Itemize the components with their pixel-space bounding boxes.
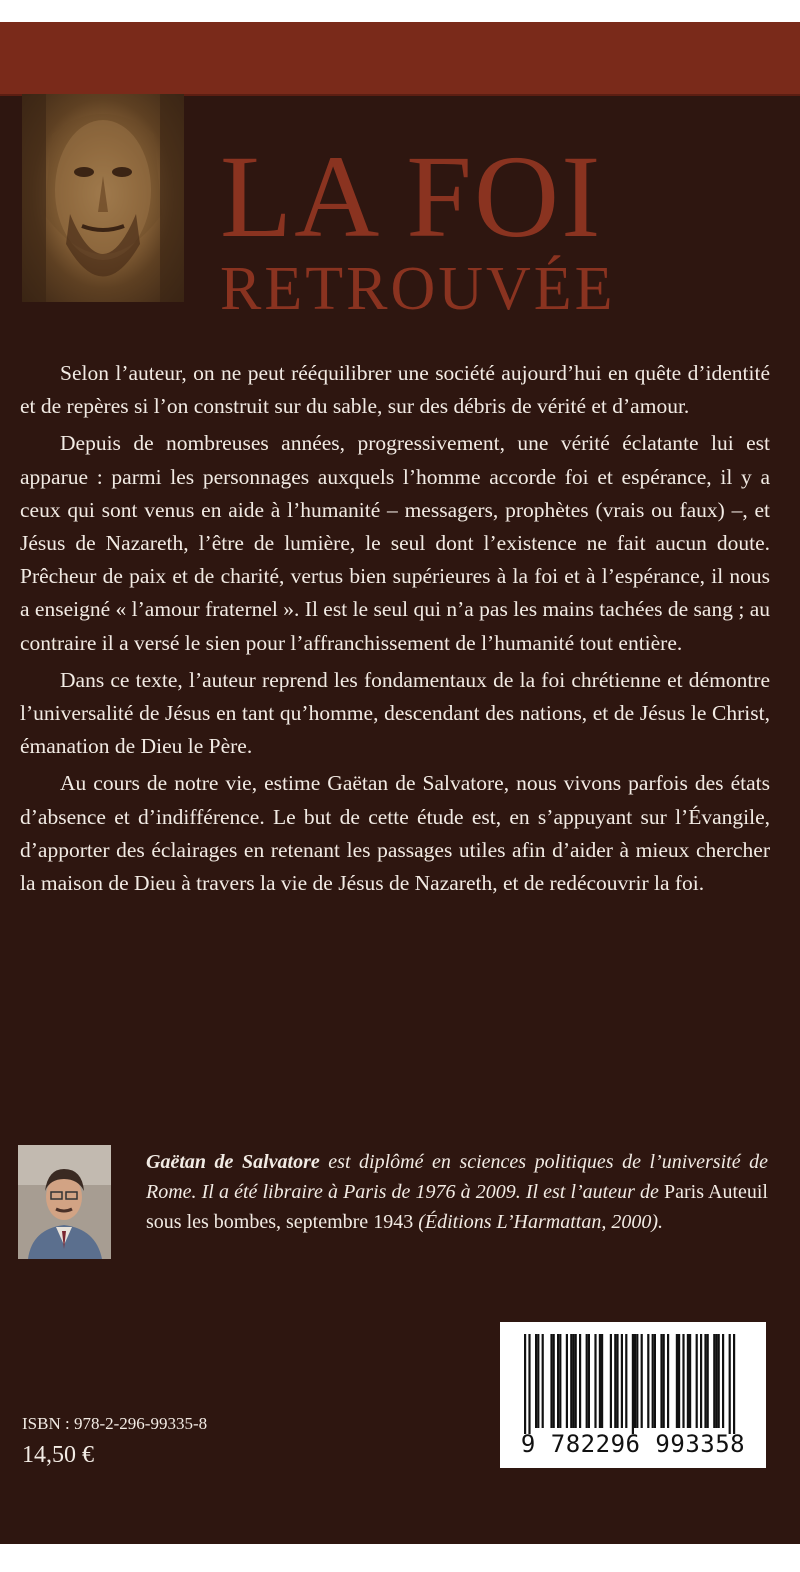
barcode-bar	[634, 1334, 636, 1428]
barcode-bar	[588, 1334, 590, 1428]
barcode-bar	[599, 1334, 601, 1428]
barcode-bar	[689, 1334, 691, 1428]
barcode-bar	[660, 1334, 662, 1428]
barcode-bar	[676, 1334, 678, 1428]
barcode-bar	[610, 1334, 612, 1428]
barcode-bar	[601, 1334, 603, 1428]
barcode-bar	[687, 1334, 689, 1428]
barcode-bar	[707, 1334, 709, 1428]
barcode-bar	[715, 1334, 717, 1428]
barcode-bar	[682, 1334, 684, 1428]
barcode-bar	[557, 1334, 559, 1428]
barcode-bar	[663, 1334, 665, 1428]
barcode-bar	[579, 1334, 581, 1428]
barcode-bar	[704, 1334, 706, 1428]
book-title-line2: RETROUVÉE	[220, 255, 616, 323]
barcode-bar	[553, 1334, 555, 1428]
author-previous-book: Paris Auteuil sous les bombes, septembre 1943	[146, 1181, 768, 1233]
barcode-bar	[729, 1334, 731, 1434]
price-text: 14,50 €	[22, 1442, 94, 1468]
barcode-bar	[718, 1334, 720, 1428]
barcode-bar	[654, 1334, 656, 1428]
barcode-bar	[632, 1334, 634, 1434]
summary-paragraph: Dans ce texte, l’auteur reprend les fondamentaux de la foi chrétienne et démontre l’universalité de Jésus en tant qu’homme, descendant des nations, et de Jésus le Christ, émanation de Dieu le Père.	[20, 667, 770, 759]
barcode-bar	[696, 1334, 698, 1428]
barcode-bar	[570, 1334, 572, 1428]
book-title-line1: LA FOI	[220, 131, 603, 262]
barcode-bar	[572, 1334, 574, 1428]
barcode-bar	[636, 1334, 638, 1428]
author-bio-publisher: (Éditions L’Harmattan, 2000).	[413, 1211, 664, 1233]
author-bio	[146, 1147, 768, 1237]
shroud-face-icon	[22, 94, 184, 302]
barcode-bar	[625, 1334, 627, 1428]
barcode-bar	[713, 1334, 715, 1428]
barcode-bar	[647, 1334, 649, 1428]
summary-paragraph: Selon l’auteur, on ne peut rééquilibrer une société aujourd’hui en quête d’identité et de repères si l’on construit sur du sable, sur des débris de vérité et d’amour.	[20, 361, 770, 419]
barcode-bar	[652, 1334, 654, 1428]
barcode-bar	[550, 1334, 552, 1428]
barcode-bar	[528, 1334, 530, 1434]
isbn-text: ISBN : 978-2-296-99335-8	[22, 1414, 208, 1433]
barcode-bar	[616, 1334, 618, 1428]
barcode-bar	[542, 1334, 544, 1428]
top-color-band	[0, 22, 800, 96]
barcode-bar	[559, 1334, 561, 1428]
barcode-bar	[700, 1334, 702, 1428]
barcode-bar	[621, 1334, 623, 1428]
author-portrait-icon	[18, 1145, 111, 1259]
barcode-bar	[641, 1334, 643, 1428]
barcode-bar	[667, 1334, 669, 1428]
barcode-bar	[575, 1334, 577, 1428]
author-name: Gaëtan de Salvatore	[146, 1151, 320, 1173]
barcode-bar	[722, 1334, 724, 1428]
summary-paragraph: Depuis de nombreuses années, progressivement, une vérité éclatante lui est apparue : parmi les personnages auxquels l’homme accorde foi et espérance, il y a ceux qui sont venus en aide à l’humanité – messagers, prophètes (vrais ou faux) –, et Jésus de Nazareth, l’être de lumière, le seul dont l’existence ne fait aucun doute. Prêcheur de paix et de charité, vertus bien supérieures à la foi et à l’espérance, il nous a enseigné « l’amour fraternel ». Il est le seul qui n’a pas les mains tachées de sang ; au contraire il a versé le sien pour l’affranchissement de l’humanité tout entière.	[20, 431, 770, 655]
barcode-bar	[733, 1334, 735, 1434]
barcode-digits: 9 782296 993358	[520, 1430, 746, 1458]
barcode-bar	[537, 1334, 539, 1428]
barcode-bar	[614, 1334, 616, 1428]
barcode-bar	[535, 1334, 537, 1428]
back-cover-summary	[20, 357, 770, 904]
barcode-bar	[678, 1334, 680, 1428]
barcode-bar	[566, 1334, 568, 1428]
barcode	[500, 1322, 766, 1468]
barcode-bar	[524, 1334, 526, 1434]
author-bio-text: est diplômé en sciences politiques de l’université de Rome. Il a été libraire à Paris de 1976 à 2009. Il est l’auteur de	[146, 1151, 768, 1203]
barcode-bar	[594, 1334, 596, 1428]
barcode-bar	[586, 1334, 588, 1428]
book-back-cover	[0, 22, 800, 1544]
summary-paragraph: Au cours de notre vie, estime Gaëtan de Salvatore, nous vivons parfois des états d’absence et d’indifférence. Le but de cette étude est, en s’appuyant sur l’Évangile, d’apporter des éclairages en retenant les passages utiles afin d’aider à mieux chercher la maison de Dieu à travers la vie de Jésus de Nazareth, et de redécouvrir la foi.	[20, 771, 770, 896]
